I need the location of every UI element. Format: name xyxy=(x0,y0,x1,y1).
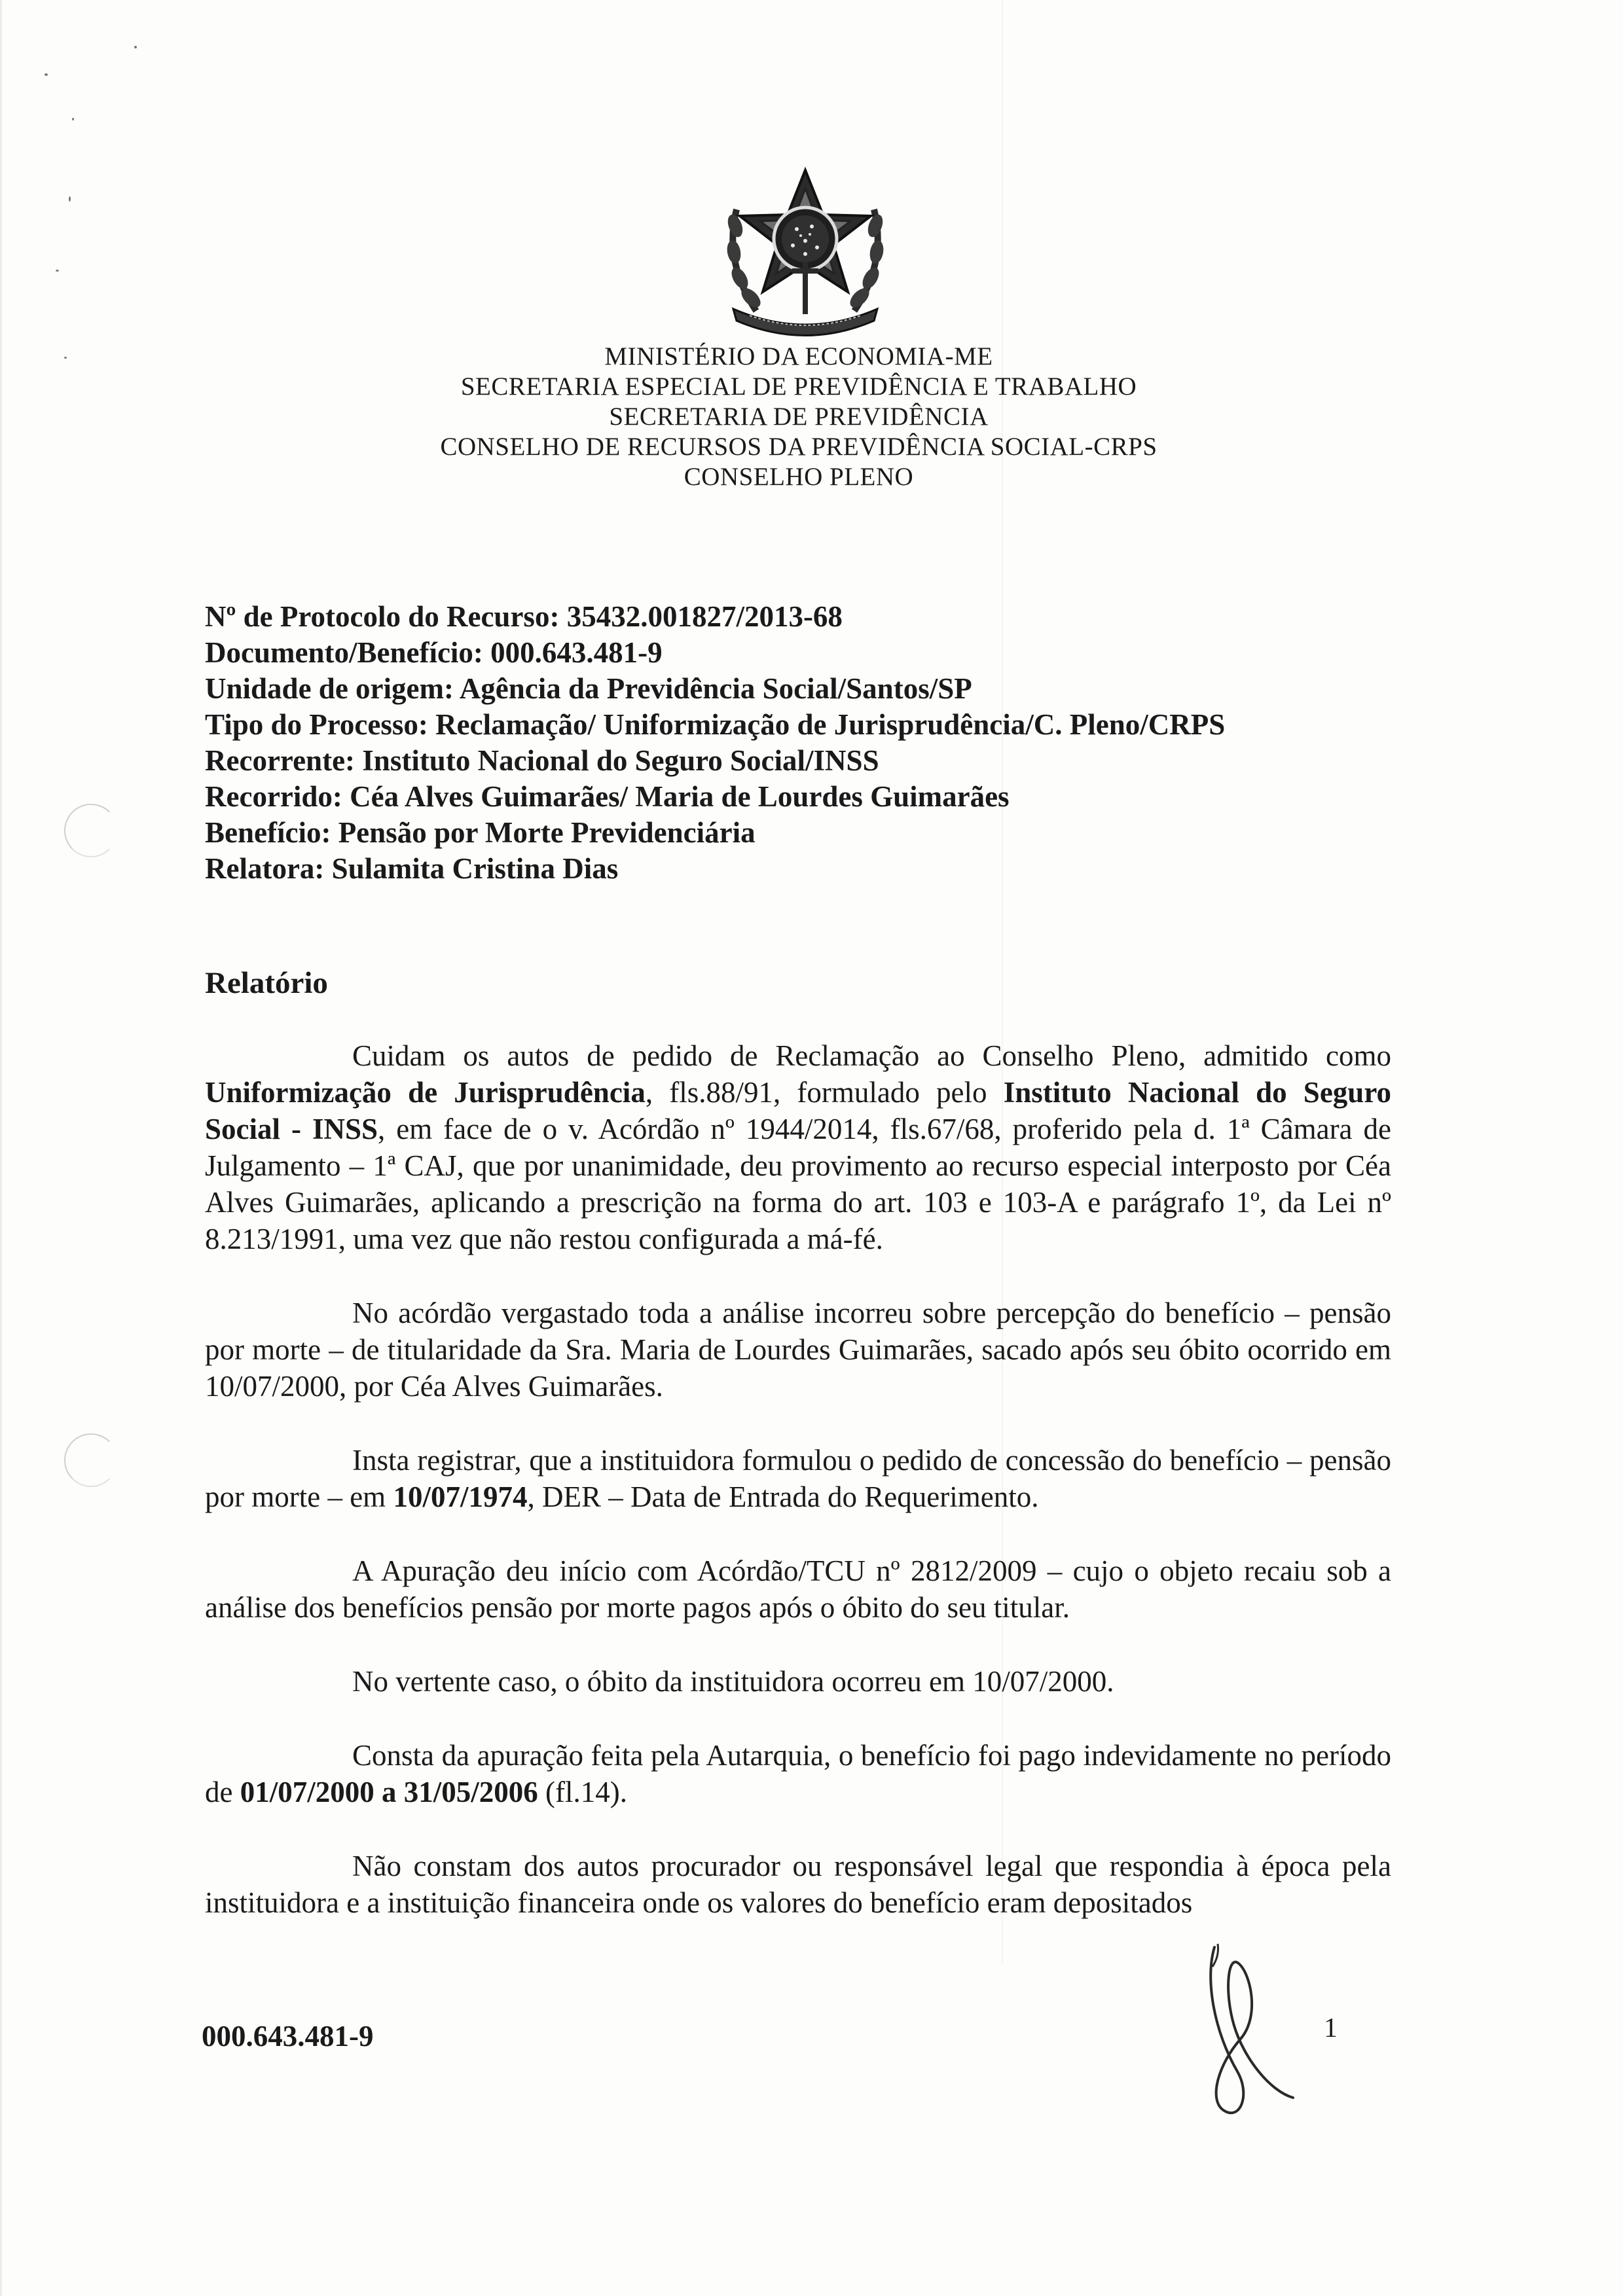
report-body xyxy=(205,1037,1391,1958)
meta-label: Tipo do Processo: xyxy=(205,708,428,741)
process-metadata xyxy=(205,599,1449,887)
bold-run: Instituto Nacional do Seguro Social - INSS xyxy=(205,1076,1391,1145)
scan-speck xyxy=(45,73,48,76)
institution-header xyxy=(0,342,1597,492)
meta-unidade xyxy=(205,671,1449,707)
brazil-coat-of-arms-icon xyxy=(710,164,900,340)
meta-label: Nº de Protocolo do Recurso: xyxy=(205,600,560,633)
punch-hole-top xyxy=(64,804,118,857)
meta-protocolo xyxy=(205,599,1449,635)
scan-speck xyxy=(69,196,71,202)
meta-documento xyxy=(205,635,1449,671)
meta-tipo xyxy=(205,707,1449,743)
meta-value: Agência da Previdência Social/Santos/SP xyxy=(459,672,972,705)
meta-value: Céa Alves Guimarães/ Maria de Lourdes Guimarães xyxy=(350,780,1010,813)
bold-run: 10/07/1974 xyxy=(393,1480,528,1513)
meta-label: Recorrido: xyxy=(205,780,342,813)
paragraph-3 xyxy=(205,1442,1391,1515)
text-run: Cuidam os autos de pedido de Reclamação ao Conselho Pleno, admitido como xyxy=(352,1039,1391,1072)
paragraph-4: A Apuração deu início com Acórdão/TCU nº 2812/2009 – cujo o objeto recaiu sob a análise dos benefícios pensão por morte pagos após o óbito do seu titular. xyxy=(205,1554,1391,1624)
meta-value: Reclamação/ Uniformização de Jurisprudência/C. Pleno/CRPS xyxy=(435,708,1226,741)
bold-run: Uniformização de Jurisprudência xyxy=(205,1076,646,1109)
text-run: Consta da apuração feita pela Autarquia, o benefício foi pago indevidamente no período de xyxy=(205,1739,1391,1808)
meta-value: Pensão por Morte Previdenciária xyxy=(338,816,756,849)
meta-label: Documento/Benefício: xyxy=(205,636,483,669)
meta-relatora xyxy=(205,851,1449,887)
header-line-conselho-pleno: CONSELHO PLENO xyxy=(684,463,914,491)
paragraph-7: Não constam dos autos procurador ou responsável legal que respondia à época pela instituidora e a instituição financeira onde os valores do benefício eram depositados xyxy=(205,1850,1391,1919)
punch-hole-bottom xyxy=(64,1433,118,1487)
paragraph-5: No vertente caso, o óbito da instituidora ocorreu em 10/07/2000. xyxy=(352,1665,1114,1698)
section-title-relatorio: Relatório xyxy=(205,966,328,1000)
scan-speck xyxy=(72,118,74,120)
meta-recorrente xyxy=(205,743,1449,779)
meta-value: Instituto Nacional do Seguro Social/INSS xyxy=(362,744,879,777)
meta-label: Relatora: xyxy=(205,852,325,885)
meta-beneficio xyxy=(205,815,1449,851)
page-number: 1 xyxy=(1324,2013,1338,2043)
paragraph-2: No acórdão vergastado toda a análise incorreu sobre percepção do benefício – pensão por morte – de titularidade da Sra. Maria de Lourdes Guimarães, sacado após seu óbito ocorrido em 10/07/2000, por Céa Alves Guimarães. xyxy=(205,1297,1391,1403)
text-run: Insta registrar, que a instituidora formulou o pedido de concessão do benefício – pensão por morte – em xyxy=(205,1444,1391,1513)
footer-document-number: 000.643.481-9 xyxy=(202,2020,374,2053)
meta-value: Sulamita Cristina Dias xyxy=(331,852,619,885)
scan-speck xyxy=(56,270,59,272)
header-line-conselho-recursos: CONSELHO DE RECURSOS DA PREVIDÊNCIA SOCIAL-CRPS xyxy=(440,433,1158,461)
paragraph-6 xyxy=(205,1737,1391,1810)
text-run: , fls.88/91, formulado pelo xyxy=(645,1076,1004,1109)
text-run: , DER – Data de Entrada do Requerimento. xyxy=(527,1480,1039,1513)
paragraph-1 xyxy=(205,1037,1391,1257)
header-line-ministerio: MINISTÉRIO DA ECONOMIA-ME xyxy=(604,342,993,370)
bold-run: 01/07/2000 a 31/05/2006 xyxy=(240,1776,538,1808)
meta-label: Recorrente: xyxy=(205,744,356,777)
meta-recorrido xyxy=(205,779,1449,815)
text-run: (fl.14). xyxy=(538,1776,627,1808)
header-line-secretaria-especial: SECRETARIA ESPECIAL DE PREVIDÊNCIA E TRABALHO xyxy=(460,372,1137,401)
header-line-secretaria: SECRETARIA DE PREVIDÊNCIA xyxy=(609,403,989,431)
text-run: , em face de o v. Acórdão nº 1944/2014, fls.67/68, proferido pela d. 1ª Câmara de Julgamento – 1ª CAJ, que por unanimidade, deu provimento ao recurso especial interposto por Céa Alves Guimarães, aplicando a prescrição na forma do art. 103 e 103-A e parágrafo 1º, da Lei nº 8.213/1991, uma vez que não restou configurada a má-fé. xyxy=(205,1113,1391,1255)
scan-speck xyxy=(134,46,137,48)
meta-value: 35432.001827/2013-68 xyxy=(566,600,843,633)
meta-label: Unidade de origem: xyxy=(205,672,454,705)
handwritten-signature-icon xyxy=(1178,1934,1303,2124)
meta-value: 000.643.481-9 xyxy=(490,636,663,669)
meta-label: Benefício: xyxy=(205,816,331,849)
